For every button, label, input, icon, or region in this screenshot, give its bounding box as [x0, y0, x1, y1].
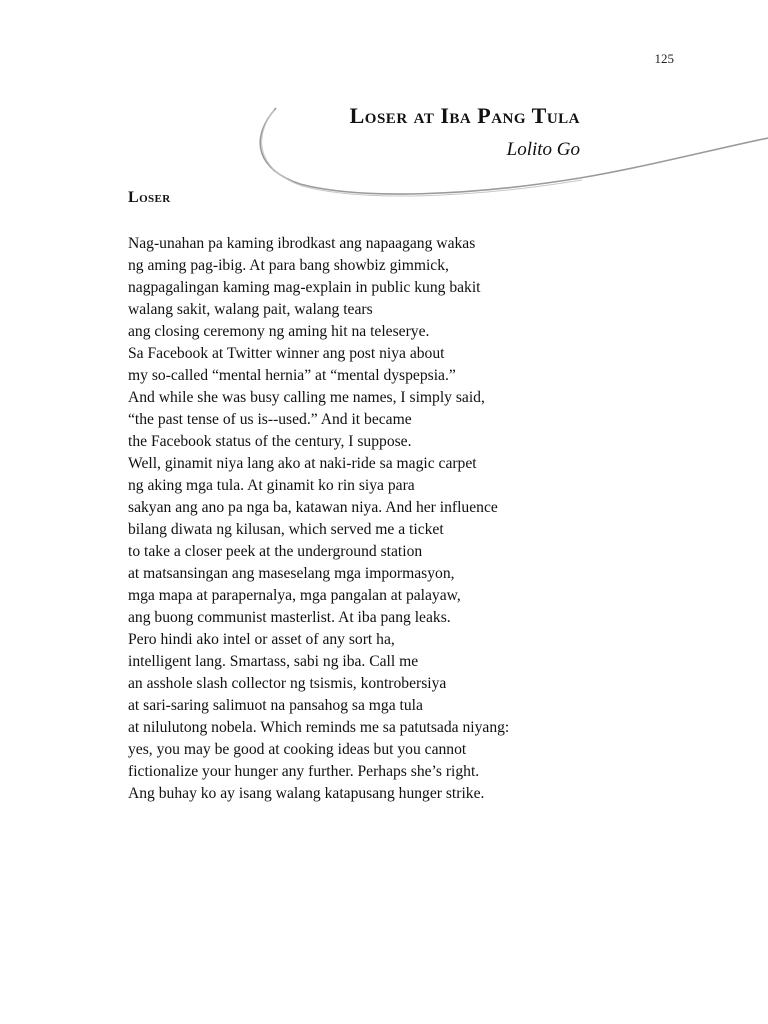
poem-line: an asshole slash collector ng tsismis, kontrobersiya — [128, 675, 447, 692]
poem-line: the Facebook status of the century, I suppose. — [128, 433, 412, 450]
poem-line: to take a closer peek at the underground station — [128, 543, 423, 560]
poem-line: Ang buhay ko ay isang walang katapusang hunger strike. — [128, 785, 485, 802]
poem-line: ng aking mga tula. At ginamit ko rin siya para — [128, 477, 415, 494]
poem-line: Well, ginamit niya lang ako at naki-ride sa magic carpet — [128, 455, 477, 472]
poem-line: intelligent lang. Smartass, sabi ng iba. Call me — [128, 653, 419, 670]
poem-line: sakyan ang ano pa nga ba, katawan niya. And her influence — [128, 499, 498, 516]
poem-line: “the past tense of us is--used.” And it became — [128, 411, 412, 428]
poem-line: bilang diwata ng kilusan, which served me a ticket — [128, 521, 444, 538]
poem-line: ang closing ceremony ng aming hit na teleserye. — [128, 323, 430, 340]
poem-line: ang buong communist masterlist. At iba pang leaks. — [128, 609, 451, 626]
poem-line: my so-called “mental hernia” at “mental dyspepsia.” — [128, 367, 456, 384]
poem-line: fictionalize your hunger any further. Perhaps she’s right. — [128, 763, 480, 780]
poem-line: at sari-saring salimuot na pansahog sa mga tula — [128, 697, 423, 714]
author-name: Lolito Go — [506, 139, 580, 160]
poem-line: walang sakit, walang pait, walang tears — [128, 301, 373, 318]
poem-line: at nilulutong nobela. Which reminds me sa patutsada niyang: — [128, 719, 510, 736]
page-number: 125 — [654, 51, 674, 66]
page-title: Loser at Iba Pang Tula — [349, 103, 580, 128]
poem-line: yes, you may be good at cooking ideas but you cannot — [128, 741, 467, 758]
poem-line: mga mapa at parapernalya, mga pangalan at palayaw, — [128, 587, 461, 604]
poem-line: And while she was busy calling me names, I simply said, — [128, 389, 485, 406]
poem-line: at matsansingan ang maseselang mga impormasyon, — [128, 565, 455, 582]
poem-line: Sa Facebook at Twitter winner ang post niya about — [128, 345, 445, 362]
poem-line: ng aming pag-ibig. At para bang showbiz gimmick, — [128, 257, 449, 274]
poem-body — [128, 233, 688, 805]
poem-line: Nag-unahan pa kaming ibrodkast ang napaagang wakas — [128, 235, 476, 252]
poem-line: Pero hindi ako intel or asset of any sort ha, — [128, 631, 395, 648]
poem-line: nagpagalingan kaming mag-explain in public kung bakit — [128, 279, 481, 296]
poem-heading: Loser — [128, 189, 171, 206]
